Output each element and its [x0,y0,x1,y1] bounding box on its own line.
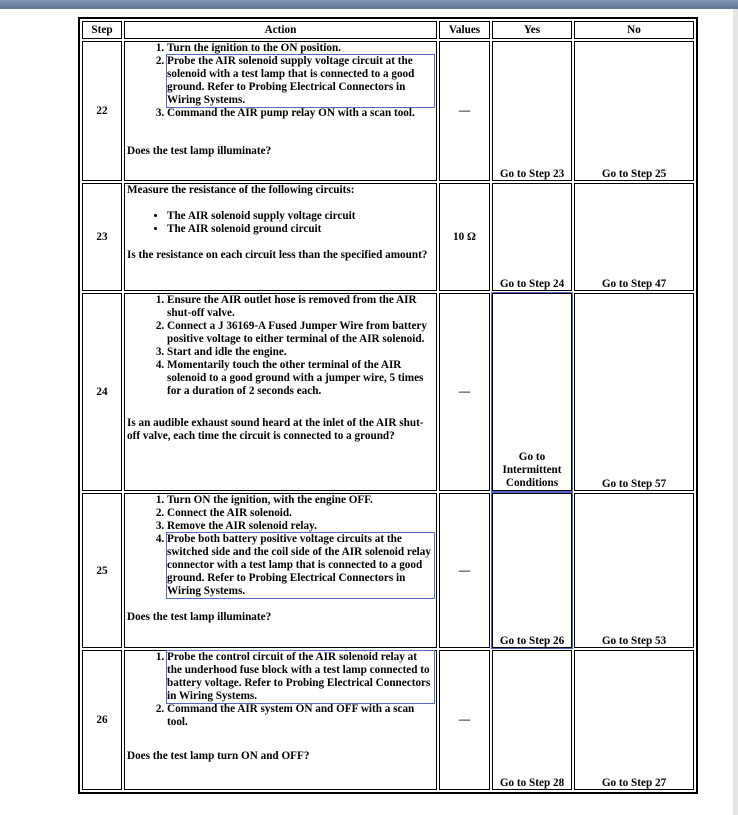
action-item: 1. Ensure the AIR outlet hose is removed from the AIR shut-off valve. [167,294,434,320]
action-item: 4. Momentarily touch the other terminal of the AIR solenoid to a good ground with a jumper wire, 5 times for a duration of 2 seconds each. [167,359,434,398]
table-header-row [82,21,694,39]
no-link[interactable]: Go to Step 25 [574,41,694,181]
action-item: 3. Command the AIR pump relay ON with a scan tool. [167,107,434,120]
action-question: Does the test lamp turn ON and OFF? [127,750,310,762]
bullet-item: • The AIR solenoid supply voltage circuit [167,210,434,223]
header-no: No [574,21,694,39]
scrollbar-track[interactable] [733,9,738,815]
action-question: Is the resistance on each circuit less than the specified amount? [127,249,428,261]
diagnostic-table [78,17,698,794]
action-list [127,42,434,120]
action-item-highlighted[interactable]: 1. Probe the control circuit of the AIR solenoid relay at the underhood fuse block with a test lamp connected to battery voltage. Refer to Probing Electrical Connectors in Wiring Systems. [167,651,434,703]
action-item: 3. Remove the AIR solenoid relay. [167,520,434,533]
table-row-step-26 [82,650,694,790]
step-number: 23 [82,183,122,291]
no-link[interactable]: Go to Step 53 [574,493,694,648]
value-cell: — [439,650,490,790]
action-list [127,494,434,598]
action-cell [124,650,437,790]
yes-link-text[interactable]: Go to Intermittent Conditions [502,451,562,489]
value-cell: — [439,41,490,181]
yes-link[interactable] [492,293,572,491]
value-cell: — [439,493,490,648]
action-item: 2. Connect the AIR solenoid. [167,507,434,520]
action-cell [124,493,437,648]
bullet-item: • The AIR solenoid ground circuit [167,223,434,236]
header-values: Values [439,21,490,39]
value-cell: — [439,293,490,491]
no-link[interactable]: Go to Step 27 [574,650,694,790]
step-number: 22 [82,41,122,181]
action-question: Does the test lamp illuminate? [127,611,272,623]
action-question: Does the test lamp illuminate? [127,145,272,157]
table-row-step-24 [82,293,694,491]
yes-link[interactable]: Go to Step 28 [492,650,572,790]
table-row-step-25 [82,493,694,648]
action-list [127,294,434,398]
table-row-step-23 [82,183,694,291]
action-item-highlighted[interactable]: 4. Probe both battery positive voltage circuits at the switched side and the coil side of the AIR solenoid relay connector with a test lamp that is connected to a good ground. Refer to Probing Electrical Connectors in Wiring Systems. [167,533,434,598]
action-cell [124,183,437,291]
header-yes: Yes [492,21,572,39]
no-link[interactable]: Go to Step 57 [574,293,694,491]
action-item: 2. Command the AIR system ON and OFF with a scan tool. [167,703,434,729]
yes-link[interactable]: Go to Step 26 [492,493,572,648]
action-question: Is an audible exhaust sound heard at the inlet of the AIR shut-off valve, each time the circuit is connected to a ground? [127,417,424,442]
header-step: Step [82,21,122,39]
step-number: 26 [82,650,122,790]
step-number: 25 [82,493,122,648]
no-link[interactable]: Go to Step 47 [574,183,694,291]
diagnostic-table-container [78,17,698,794]
spacer [127,120,434,133]
action-cell [124,293,437,491]
value-cell: 10 Ω [439,183,490,291]
circuit-bullet-list [127,210,434,236]
yes-link[interactable]: Go to Step 23 [492,41,572,181]
action-cell [124,41,437,181]
window-top-bar [0,0,738,9]
action-item-highlighted[interactable]: 2. Probe the AIR solenoid supply voltage circuit at the solenoid with a test lamp that is connected to a good ground. Refer to Probing Electrical Connectors in Wiring Systems. [167,55,434,107]
header-action: Action [124,21,437,39]
action-intro: Measure the resistance of the following circuits: [127,184,355,196]
step-number: 24 [82,293,122,491]
action-item: 2. Connect a J 36169-A Fused Jumper Wire from battery positive voltage to either terminal of the AIR solenoid. [167,320,434,346]
action-list [127,651,434,729]
action-item: 3. Start and idle the engine. [167,346,434,359]
action-item: 1. Turn ON the ignition, with the engine OFF. [167,494,434,507]
action-item: 1. Turn the ignition to the ON position. [167,42,434,55]
table-row-step-22 [82,41,694,181]
yes-link[interactable]: Go to Step 24 [492,183,572,291]
